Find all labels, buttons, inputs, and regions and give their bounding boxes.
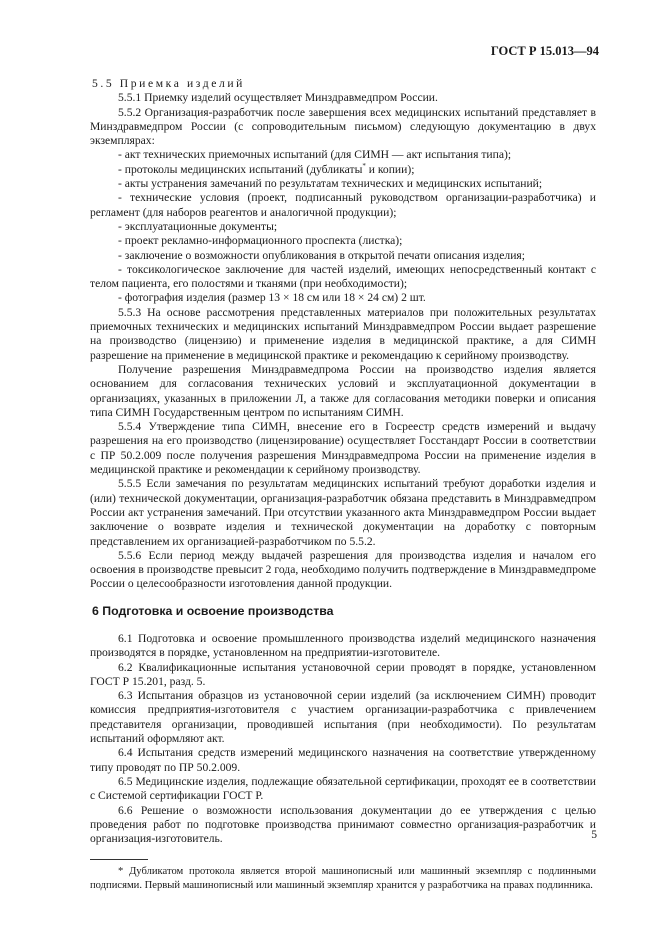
para-5-5-6: 5.5.6 Если период между выдачей разрешения для производства изделия и началом его освоения в производстве превысит 2 года, необходимо получить подтверждение в Минздравмедпроме России о целесообразности изготовления данной продукции. xyxy=(90,548,596,591)
footnote: * Дубликатом протокола является второй машинописный или машинный экземпляр с подлинными подписями. Первый машинописный или машинный экземпляр хранится у разработчика на правах подлинника. xyxy=(90,866,596,891)
list-item: - акты устранения замечаний по результатам технических и медицинских испытаний; xyxy=(118,177,543,191)
page-content xyxy=(90,77,596,892)
list-item: - фотография изделия (размер 13 × 18 см или 18 × 24 см) 2 шт. xyxy=(118,291,426,305)
para-6-1: 6.1 Подготовка и освоение промышленного производства изделий медицинского назначения производятся в порядке, установленном на предприятии-изготовителе. xyxy=(90,631,596,660)
para-6-4: 6.4 Испытания средств измерений медицинского назначения на соответствие утвержденному типу проводят по ПР 50.2.009. xyxy=(90,746,596,774)
list-item: - протоколы медицинских испытаний (дубликаты* и копии); xyxy=(118,161,415,176)
footnote-divider xyxy=(90,859,148,860)
list-item: - проект рекламно-информационного проспекта (листка); xyxy=(118,234,403,248)
para-5-5-3: 5.5.3 На основе рассмотрения представленных материалов при положительных результатах приемочных технических и медицинских испытаний Минздравмедпром России выдает разрешение на производство (лицензию) и применение изделия в медицинской практике, а для СИМН разрешение на применение в медицинской практике и рекомендацию к серийному производству. xyxy=(90,305,596,362)
list-item: - токсикологическое заключение для частей изделий, имеющих непосредственный контакт с телом пациента, его полостями и тканями (при необходимости); xyxy=(90,262,596,291)
page-number: 5 xyxy=(591,828,597,841)
list-item: - технические условия (проект, подписанный руководством организации-разработчика) и регламент (для наборов реагентов и аналогичной продукции); xyxy=(90,191,596,219)
para-6-5: 6.5 Медицинские изделия, подлежащие обязательной сертификации, проходят ее в соответствии с Системой сертификации ГОСТ Р. xyxy=(90,774,596,803)
list-item: - эксплуатационные документы; xyxy=(118,219,278,233)
section-5-5-title: 5.5 Приемка изделий xyxy=(92,77,245,90)
para-5-5-4: 5.5.4 Утверждение типа СИМН, внесение его в Госреестр средств измерений и выдачу разрешения на его производство (лицензирование) осуществляет Госстандарт России в соответствии с ПР 50.2.009 после получения разрешения Минздравмедпрома России на применение изделия в медицинской практике и рекомендации к серийному производству. xyxy=(90,420,596,477)
section-6-title: 6 Подготовка и освоение производства xyxy=(92,603,334,618)
para-5-5-3-b: Получение разрешения Минздравмедпрома России на производство изделия является основанием для согласования технических условий и эксплуатационной документации в организациях, указанных в приложении Л, а также для согласования методики поверки и описания типа СИМН Государственным центром по испытаниям СИМН. xyxy=(90,362,596,419)
para-5-5-1: 5.5.1 Приемку изделий осуществляет Минздравмедпром России. xyxy=(118,91,438,105)
list-item: - акт технических приемочных испытаний (для СИМН — акт испытания типа); xyxy=(118,148,512,162)
list-item: - заключение о возможности опубликования в открытой печати описания изделия; xyxy=(118,248,525,262)
document-header: ГОСТ Р 15.013—94 xyxy=(490,44,599,58)
para-5-5-2: 5.5.2 Организация-разработчик после завершения всех медицинских испытаний представляет в Минздравмедпром России (с сопроводительным письмом) следующую документацию в двух экземплярах: xyxy=(90,105,596,148)
para-6-2: 6.2 Квалификационные испытания установочной серии проводят в порядке, установленном ГОСТ Р 15.201, разд. 5. xyxy=(90,660,596,688)
para-5-5-5: 5.5.5 Если замечания по результатам медицинских испытаний требуют доработки изделия и (или) технической документации, организация-разработчик обязана представить в Минздравмедпром России акт устранения замечаний. При отсутствии указанного акта Минздравмедпром России выдает заключение о возврате изделия и технической документации на доработку с повторным представлением их организацией-разработчиком по 5.5.2. xyxy=(90,477,596,548)
para-6-3: 6.3 Испытания образцов из установочной серии изделий (за исключением СИМН) проводит комиссия предприятия-изготовителя с участием организации-разработчика с привлечением представителя организации, проводившей испытания (при необходимости). По результатам испытаний оформляют акт. xyxy=(90,689,596,746)
para-6-6: 6.6 Решение о возможности использования документации до ее утверждения с целью проведения работ по подготовке производства принимают совместно организация-разработчик и организация-изготовитель. xyxy=(90,803,596,846)
